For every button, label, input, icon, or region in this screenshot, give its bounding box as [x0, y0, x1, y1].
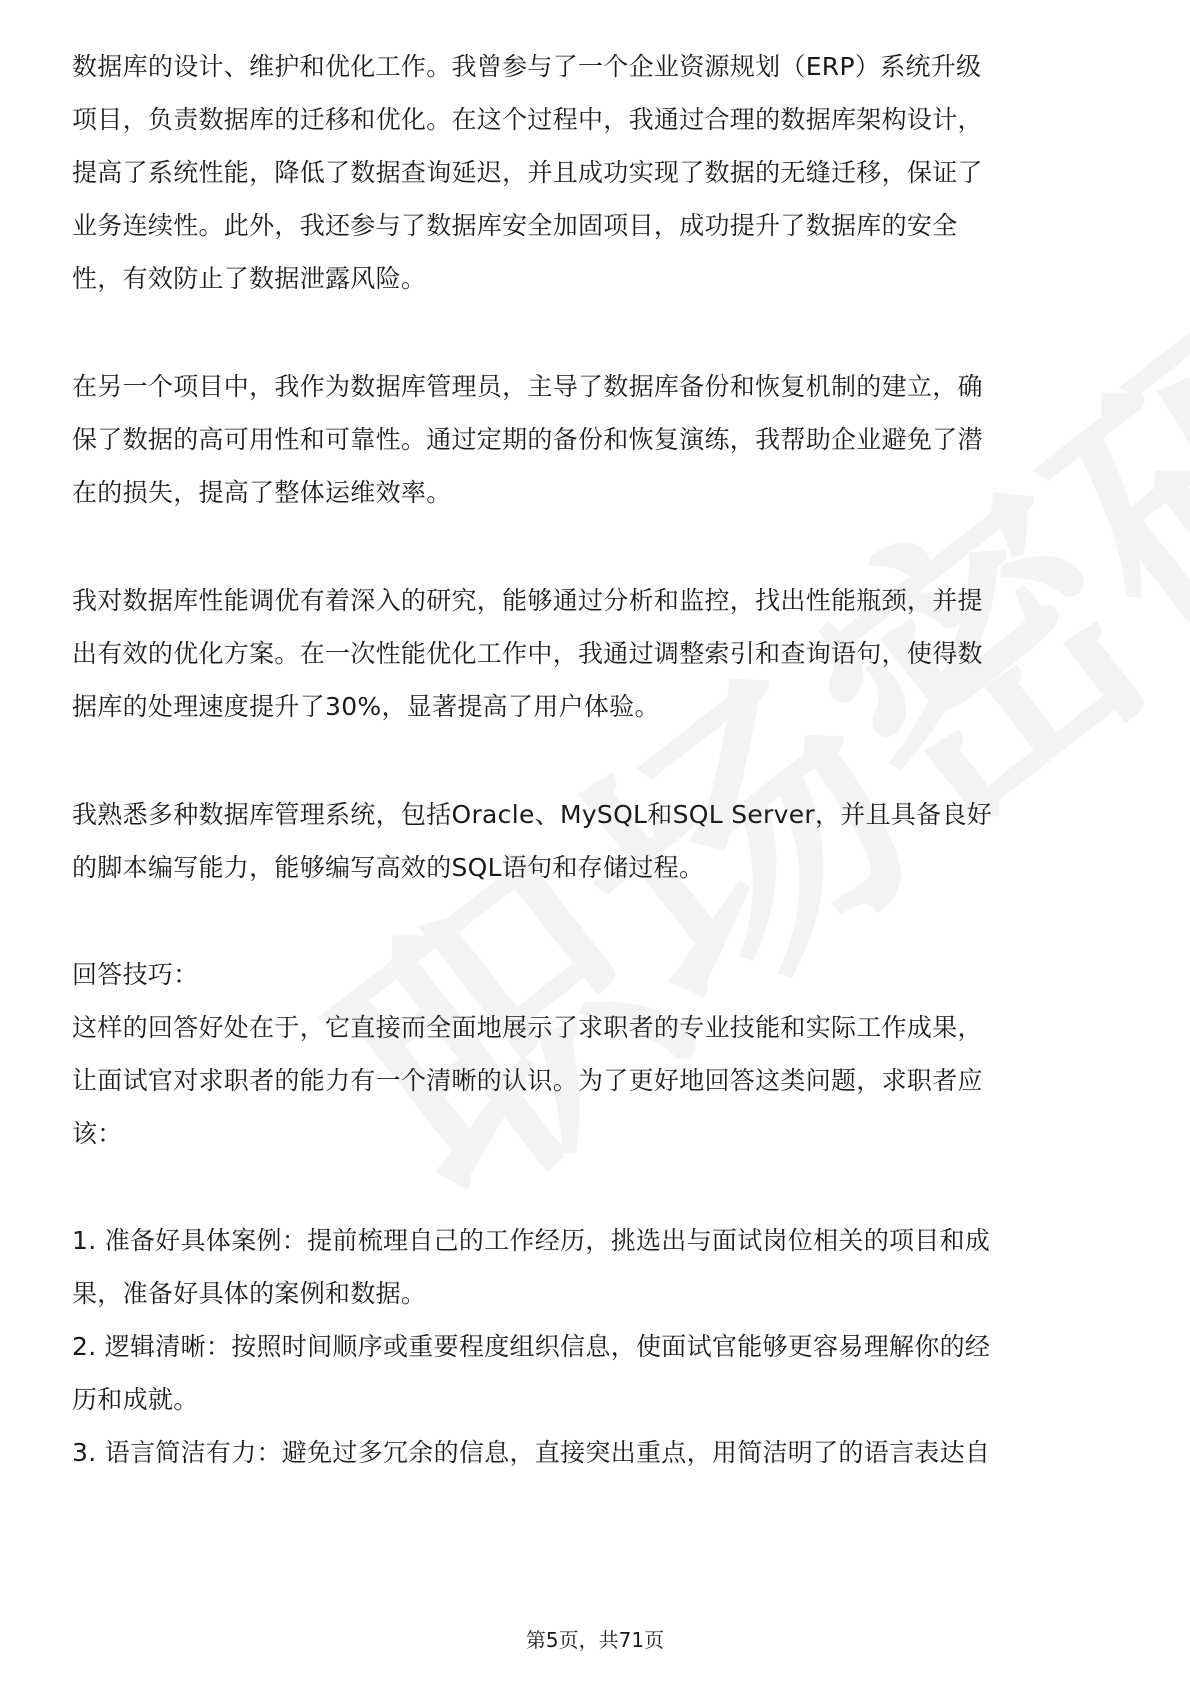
text-line: 提高了系统性能，降低了数据查询延迟，并且成功实现了数据的无缝迁移，保证了: [72, 158, 983, 187]
text-line: 业务连续性。此外，我还参与了数据库安全加固项目，成功提升了数据库的安全: [72, 211, 958, 240]
text-line: 让面试官对求职者的能力有一个清晰的认识。为了更好地回答这类问题，求职者应: [72, 1066, 983, 1095]
list-item: 2. 逻辑清晰：按照时间顺序或重要程度组织信息，使面试官能够更容易理解你的经: [72, 1332, 991, 1361]
text-line: 这样的回答好处在于，它直接而全面地展示了求职者的专业技能和实际工作成果，: [72, 1013, 983, 1042]
text-line: 出有效的优化方案。在一次性能优化工作中，我通过调整索引和查询语句，使得数: [72, 639, 983, 668]
page-number: 第5页，共71页: [525, 1628, 665, 1652]
text-line: 该：: [72, 1119, 123, 1148]
list-item-continuation: 历和成就。: [72, 1385, 199, 1414]
text-line: 我熟悉多种数据库管理系统，包括Oracle、MySQL和SQL Server，并且具备良好: [72, 800, 993, 829]
text-line: 据库的处理速度提升了30%，显著提高了用户体验。: [72, 692, 660, 721]
text-line: 在另一个项目中，我作为数据库管理员，主导了数据库备份和恢复机制的建立，确: [72, 372, 983, 401]
text-line: 性，有效防止了数据泄露风险。: [72, 264, 427, 293]
text-line: 的脚本编写能力，能够编写高效的SQL语句和存储过程。: [72, 853, 705, 882]
text-line: 数据库的设计、维护和优化工作。我曾参与了一个企业资源规划（ERP）系统升级: [72, 52, 982, 81]
watermark: [245, 196, 1190, 1274]
tips-heading: 回答技巧：: [72, 960, 199, 989]
list-item-continuation: 果，准备好具体的案例和数据。: [72, 1279, 427, 1308]
list-item: 3. 语言简洁有力：避免过多冗余的信息，直接突出重点，用简洁明了的语言表达自: [72, 1438, 991, 1467]
text-line: 我对数据库性能调优有着深入的研究，能够通过分析和监控，找出性能瓶颈，并提: [72, 586, 983, 615]
text-line: 保了数据的高可用性和可靠性。通过定期的备份和恢复演练，我帮助企业避免了潜: [72, 425, 983, 454]
text-line: 项目，负责数据库的迁移和优化。在这个过程中，我通过合理的数据库架构设计，: [72, 105, 983, 134]
list-item: 1. 准备好具体案例：提前梳理自己的工作经历，挑选出与面试岗位相关的项目和成: [72, 1226, 991, 1255]
text-line: 在的损失，提高了整体运维效率。: [72, 478, 452, 507]
